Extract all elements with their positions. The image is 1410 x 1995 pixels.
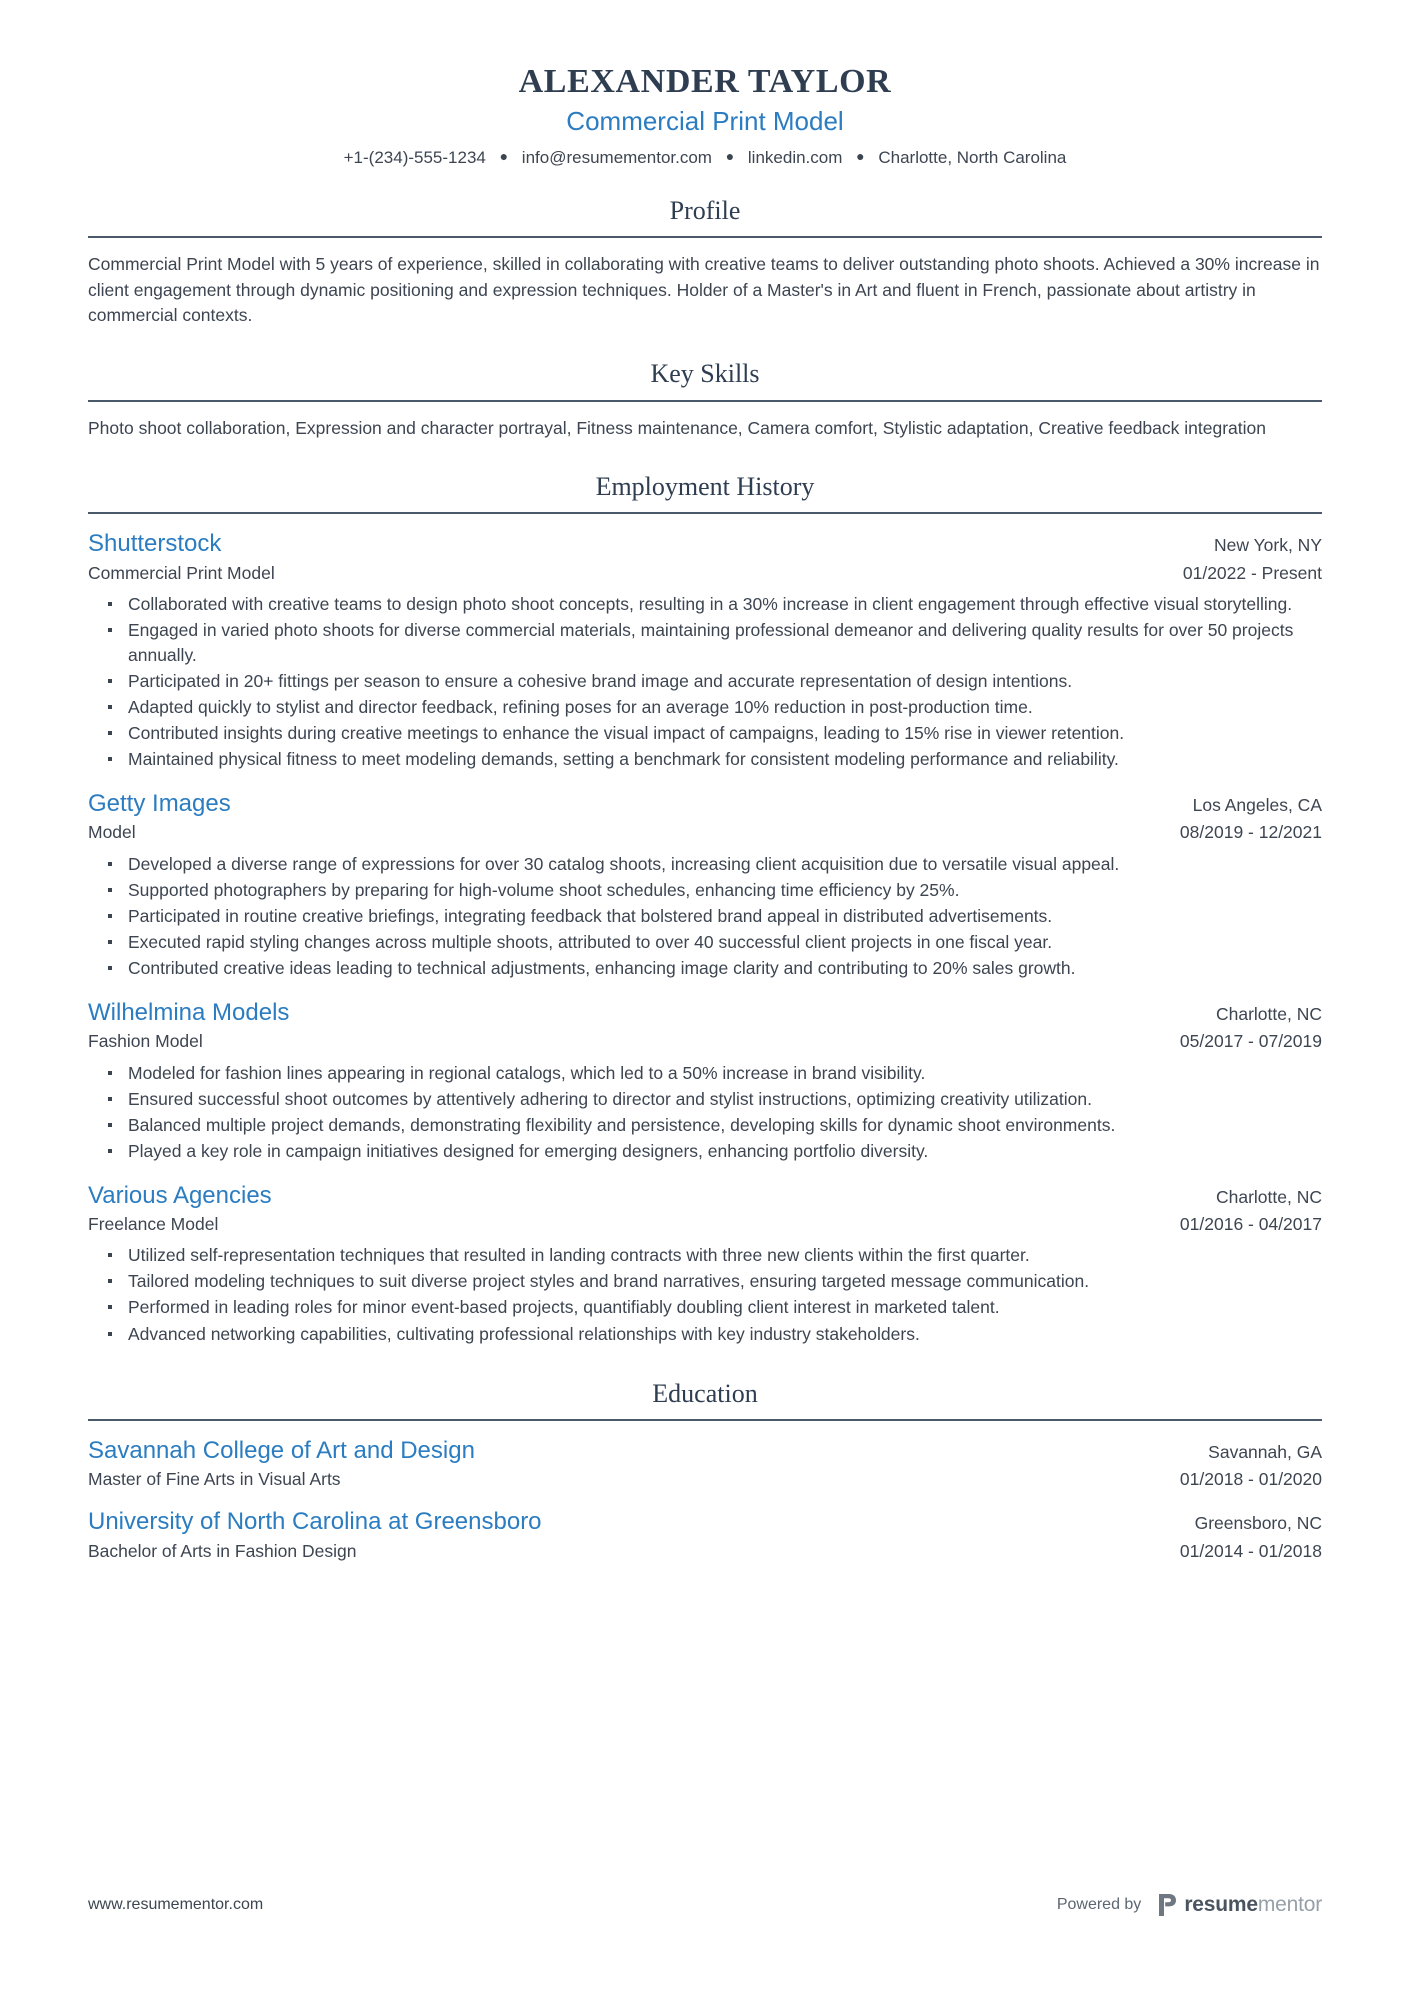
employment-bullet: Utilized self-representation techniques that resulted in landing contracts with three new clients within the first quarter. — [88, 1243, 1322, 1268]
employment-organization: Various Agencies — [88, 1181, 272, 1209]
employment-location: Los Angeles, CA — [1192, 795, 1322, 816]
employment-bullet: Advanced networking capabilities, cultivating professional relationships with key industry stakeholders. — [88, 1322, 1322, 1347]
employment-bullet-list — [88, 1061, 1322, 1164]
section-title-employment-history: Employment History — [595, 471, 815, 501]
footer-branding — [1057, 1893, 1322, 1917]
education-dates: 01/2014 - 01/2018 — [1179, 1540, 1322, 1561]
employment-entry-subheader — [88, 820, 1322, 845]
employment-bullet: Performed in leading roles for minor event-based projects, quantifiably doubling client interest in marketed talent. — [88, 1295, 1322, 1320]
resume-header — [88, 62, 1322, 169]
education-institution: University of North Carolina at Greensboro — [88, 1508, 542, 1536]
section-divider — [88, 1419, 1322, 1421]
employment-role: Fashion Model — [88, 1031, 203, 1052]
employment-entry-header — [88, 788, 1322, 820]
contact-separator-icon: ● — [499, 147, 509, 164]
employment-bullet: Collaborated with creative teams to design photo shoot concepts, resulting in a 30% increase in client engagement through effective visual storytelling. — [88, 592, 1322, 617]
employment-dates: 01/2022 - Present — [1182, 562, 1322, 583]
education-location: Savannah, GA — [1208, 1441, 1322, 1462]
contact-separator-icon: ● — [856, 147, 865, 164]
employment-bullet: Supported photographers by preparing for high-volume shoot schedules, enhancing time efficiency by 25%. — [88, 878, 1322, 903]
section-employment-history — [88, 471, 1322, 1347]
education-institution: Savannah College of Art and Design — [88, 1436, 475, 1464]
candidate-name: ALEXANDER TAYLOR — [518, 63, 892, 100]
resumementor-mark-icon — [1157, 1893, 1177, 1917]
employment-bullet: Balanced multiple project demands, demonstrating flexibility and persistence, developing skills for dynamic shoot environments. — [88, 1113, 1322, 1138]
education-location: Greensboro, NC — [1194, 1513, 1322, 1534]
education-degree: Master of Fine Arts in Visual Arts — [88, 1469, 341, 1490]
employment-entry-subheader — [88, 1212, 1322, 1237]
section-divider — [88, 236, 1322, 238]
employment-entry-header — [88, 1180, 1322, 1212]
employment-bullet: Contributed insights during creative meetings to enhance the visual impact of campaigns, leading to 15% rise in viewer retention. — [88, 721, 1322, 746]
employment-entry — [88, 528, 1322, 772]
key-skills-text: Photo shoot collaboration, Expression and character portrayal, Fitness maintenance, Camera comfort, Stylistic adaptation, Creative feedback integration — [88, 417, 1266, 438]
section-title-profile: Profile — [669, 196, 741, 226]
employment-bullet: Executed rapid styling changes across multiple shoots, attributed to over 40 successful client projects in one fiscal year. — [88, 930, 1322, 955]
employment-role: Freelance Model — [88, 1214, 219, 1235]
logo-text-resume: resume — [1184, 1893, 1258, 1916]
employment-bullet: Developed a diverse range of expressions for over 30 catalog shoots, increasing client acquisition due to versatile visual appeal. — [88, 852, 1322, 877]
employment-entry — [88, 1180, 1322, 1347]
resumementor-wordmark — [1184, 1893, 1322, 1917]
powered-by-label: Powered by — [1056, 1896, 1142, 1913]
resumementor-logo — [1157, 1893, 1322, 1917]
employment-role: Model — [88, 822, 136, 843]
employment-bullet: Ensured successful shoot outcomes by attentively adhering to director and stylist instructions, optimizing creativity utilization. — [88, 1087, 1322, 1112]
employment-bullet: Participated in 20+ fittings per season to ensure a cohesive brand image and accurate representation of design intentions. — [88, 669, 1322, 694]
footer-website-url[interactable]: www.resumementor.com — [88, 1896, 264, 1913]
section-key-skills — [88, 358, 1322, 441]
employment-bullet-list — [88, 852, 1322, 981]
employment-dates: 08/2019 - 12/2021 — [1179, 822, 1322, 843]
section-divider — [88, 400, 1322, 402]
employment-entry-header — [88, 528, 1322, 560]
education-entry — [88, 1506, 1322, 1564]
logo-text-mentor: mentor — [1257, 1893, 1322, 1916]
contact-linkedin[interactable]: linkedin.com — [747, 147, 843, 167]
employment-bullet: Adapted quickly to stylist and director feedback, refining poses for an average 10% reduction in post-production time. — [88, 695, 1322, 720]
section-title-key-skills: Key Skills — [650, 359, 760, 389]
employment-entry — [88, 997, 1322, 1164]
education-entry-header — [88, 1435, 1322, 1467]
employment-organization: Wilhelmina Models — [88, 998, 290, 1026]
employment-bullet: Participated in routine creative briefings, integrating feedback that bolstered brand appeal in distributed advertisements. — [88, 904, 1322, 929]
employment-organization: Getty Images — [88, 790, 231, 818]
employment-bullet: Engaged in varied photo shoots for diverse commercial materials, maintaining professional demeanor and delivering quality results for over 50 projects annually. — [88, 618, 1322, 668]
employment-role: Commercial Print Model — [88, 562, 275, 583]
education-entry-list — [88, 1435, 1322, 1565]
contact-location: Charlotte, North Carolina — [878, 147, 1067, 167]
employment-location: New York, NY — [1214, 535, 1322, 556]
section-education — [88, 1378, 1322, 1565]
employment-location: Charlotte, NC — [1215, 1186, 1322, 1207]
employment-bullet-list — [88, 592, 1322, 772]
contact-separator-icon: ● — [725, 147, 735, 164]
candidate-job-title: Commercial Print Model — [566, 106, 844, 137]
employment-organization: Shutterstock — [88, 530, 222, 558]
education-degree: Bachelor of Arts in Fashion Design — [88, 1540, 357, 1561]
education-entry-subheader — [88, 1467, 1322, 1492]
contact-phone: +1-(234)-555-1234 — [343, 147, 486, 167]
employment-entry-header — [88, 997, 1322, 1029]
employment-location: Charlotte, NC — [1215, 1003, 1322, 1024]
profile-text: Commercial Print Model with 5 years of experience, skilled in collaborating with creative teams to deliver outstanding photo shoots. Achieved a 30% increase in client engagement through dynamic positioning and expression techniques. Holder of a Master's in Art and fluent in French, passionate about artistry in commercial contexts. — [88, 254, 1320, 326]
employment-bullet: Played a key role in campaign initiatives designed for emerging designers, enhancing portfolio diversity. — [88, 1139, 1322, 1164]
section-divider — [88, 512, 1322, 514]
employment-dates: 05/2017 - 07/2019 — [1179, 1031, 1322, 1052]
education-dates: 01/2018 - 01/2020 — [1179, 1469, 1322, 1490]
employment-bullet: Tailored modeling techniques to suit diverse project styles and brand narratives, ensuring targeted message communication. — [88, 1269, 1322, 1294]
contact-line — [88, 147, 1322, 169]
employment-entry-list — [88, 528, 1322, 1346]
employment-bullet: Contributed creative ideas leading to technical adjustments, enhancing image clarity and contributing to 20% sales growth. — [88, 956, 1322, 981]
employment-entry — [88, 788, 1322, 981]
employment-bullet-list — [88, 1243, 1322, 1346]
section-profile — [88, 195, 1322, 328]
education-entry-header — [88, 1506, 1322, 1538]
contact-email[interactable]: info@resumementor.com — [521, 147, 712, 167]
section-title-education: Education — [652, 1378, 758, 1408]
employment-dates: 01/2016 - 04/2017 — [1179, 1214, 1322, 1235]
employment-bullet: Modeled for fashion lines appearing in regional catalogs, which led to a 50% increase in brand visibility. — [88, 1061, 1322, 1086]
education-entry-subheader — [88, 1539, 1322, 1564]
employment-bullet: Maintained physical fitness to meet modeling demands, setting a benchmark for consistent modeling performance and reliability. — [88, 747, 1322, 772]
employment-entry-subheader — [88, 561, 1322, 586]
employment-entry-subheader — [88, 1029, 1322, 1054]
education-entry — [88, 1435, 1322, 1493]
page-footer — [88, 1893, 1322, 1917]
